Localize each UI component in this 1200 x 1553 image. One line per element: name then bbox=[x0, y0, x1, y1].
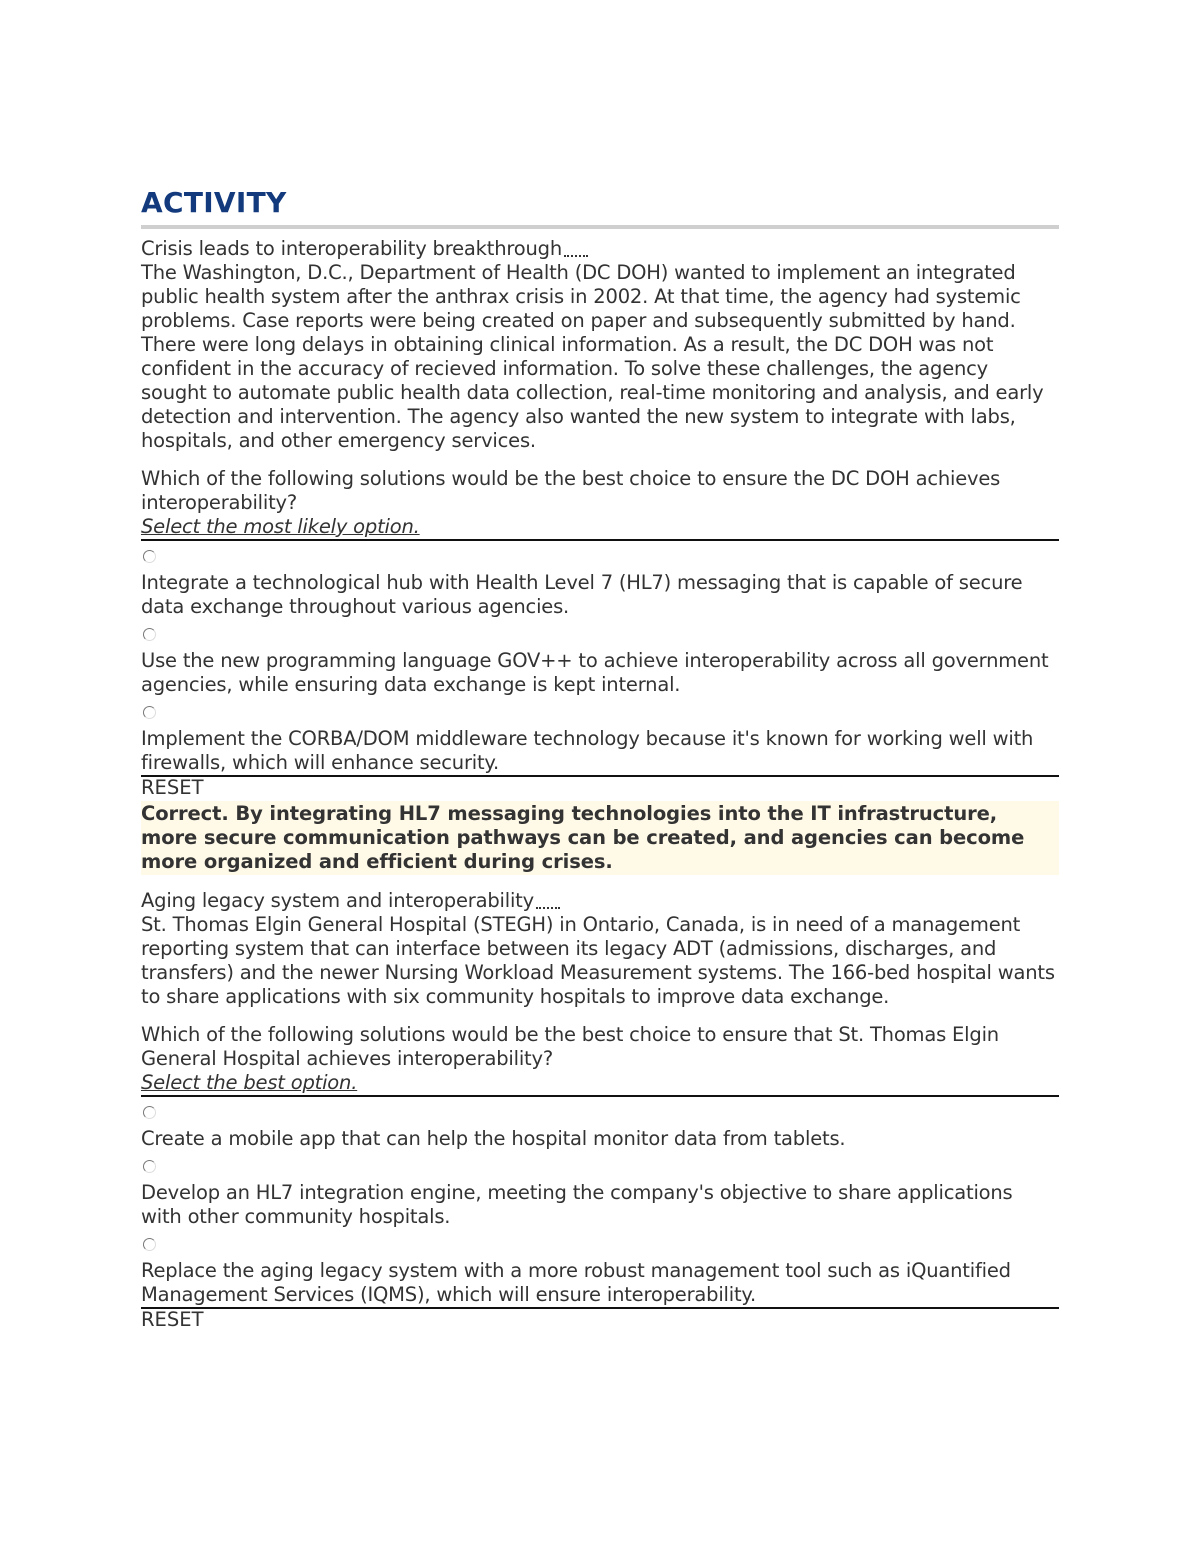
activity-1-option-1-text: Integrate a technological hub with Health Level 7 (HL7) messaging that is capable of secure data exchange throughout various agencies. bbox=[141, 571, 1023, 618]
activity-2-heading-line bbox=[141, 889, 1059, 913]
page-title: ACTIVITY bbox=[141, 186, 287, 219]
activity-2 bbox=[141, 889, 1059, 1331]
radio-button-icon[interactable] bbox=[143, 628, 156, 641]
radio-button-icon[interactable] bbox=[143, 1238, 156, 1251]
activity-1-option-2-text: Use the new programming language GOV++ to achieve interoperability across all government agencies, while ensuring data exchange is kept internal. bbox=[141, 649, 1049, 696]
activity-1-feedback: Correct. By integrating HL7 messaging technologies into the IT infrastructure, more secure communication pathways can be created, and agencies can become more organized and efficient during crises. bbox=[141, 801, 1059, 875]
activity-1-option-1[interactable] bbox=[141, 550, 1059, 619]
activity-2-option-3-text: Replace the aging legacy system with a more robust management tool such as iQuantified Management Services (IQMS), which will ensure interoperability. bbox=[141, 1259, 1011, 1306]
activity-2-top-rule bbox=[141, 1095, 1059, 1097]
activity-1-reset-button[interactable]: RESET bbox=[141, 776, 204, 799]
activity-2-scenario: St. Thomas Elgin General Hospital (STEGH) in Ontario, Canada, is in need of a management reporting system that can interface between its legacy ADT (admissions, discharges, and transfers) and the newer Nursing Workload Measurement systems. The 166-bed hospital wants to share applications with six community hospitals to improve data exchange. bbox=[141, 913, 1055, 1008]
activity-1-top-rule bbox=[141, 539, 1059, 541]
activity-1-option-3-text: Implement the CORBA/DOM middleware technology because it's known for working well with firewalls, which will enhance security. bbox=[141, 727, 1034, 774]
ellipsis-icon bbox=[536, 901, 560, 909]
activity-2-reset-button[interactable]: RESET bbox=[141, 1308, 204, 1331]
activity-2-instruction: Select the best option. bbox=[141, 1071, 358, 1094]
activity-2-heading: Aging legacy system and interoperability bbox=[141, 889, 534, 912]
activity-1-heading-line bbox=[141, 237, 1059, 261]
activity-1-option-3[interactable] bbox=[141, 706, 1059, 775]
activity-1-option-2[interactable] bbox=[141, 628, 1059, 697]
radio-button-icon[interactable] bbox=[143, 706, 156, 719]
activity-2-option-1-text: Create a mobile app that can help the hospital monitor data from tablets. bbox=[141, 1127, 846, 1150]
activity-page bbox=[141, 183, 1059, 1331]
activity-1-question: Which of the following solutions would be the best choice to ensure the DC DOH achieves interoperability? bbox=[141, 467, 1001, 514]
activity-1 bbox=[141, 237, 1059, 875]
activity-2-option-3[interactable] bbox=[141, 1238, 1059, 1307]
radio-button-icon[interactable] bbox=[143, 550, 156, 563]
activity-1-heading: Crisis leads to interoperability breakthrough bbox=[141, 237, 562, 260]
activity-2-option-2-text: Develop an HL7 integration engine, meeting the company's objective to share applications with other community hospitals. bbox=[141, 1181, 1013, 1228]
activity-2-option-2[interactable] bbox=[141, 1160, 1059, 1229]
activity-2-option-1[interactable] bbox=[141, 1106, 1059, 1151]
ellipsis-icon bbox=[564, 249, 588, 257]
activity-1-instruction: Select the most likely option. bbox=[141, 515, 420, 538]
activity-2-question: Which of the following solutions would be the best choice to ensure that St. Thomas Elgin General Hospital achieves interoperability? bbox=[141, 1023, 999, 1070]
title-divider bbox=[141, 225, 1059, 229]
radio-button-icon[interactable] bbox=[143, 1160, 156, 1173]
activity-1-scenario: The Washington, D.C., Department of Health (DC DOH) wanted to implement an integrated public health system after the anthrax crisis in 2002. At that time, the agency had systemic problems. Case reports were being created on paper and subsequently submitted by hand. There were long delays in obtaining clinical information. As a result, the DC DOH was not confident in the accuracy of recieved information. To solve these challenges, the agency sought to automate public health data collection, real-time monitoring and analysis, and early detection and intervention. The agency also wanted the new system to integrate with labs, hospitals, and other emergency services. bbox=[141, 261, 1044, 452]
radio-button-icon[interactable] bbox=[143, 1106, 156, 1119]
